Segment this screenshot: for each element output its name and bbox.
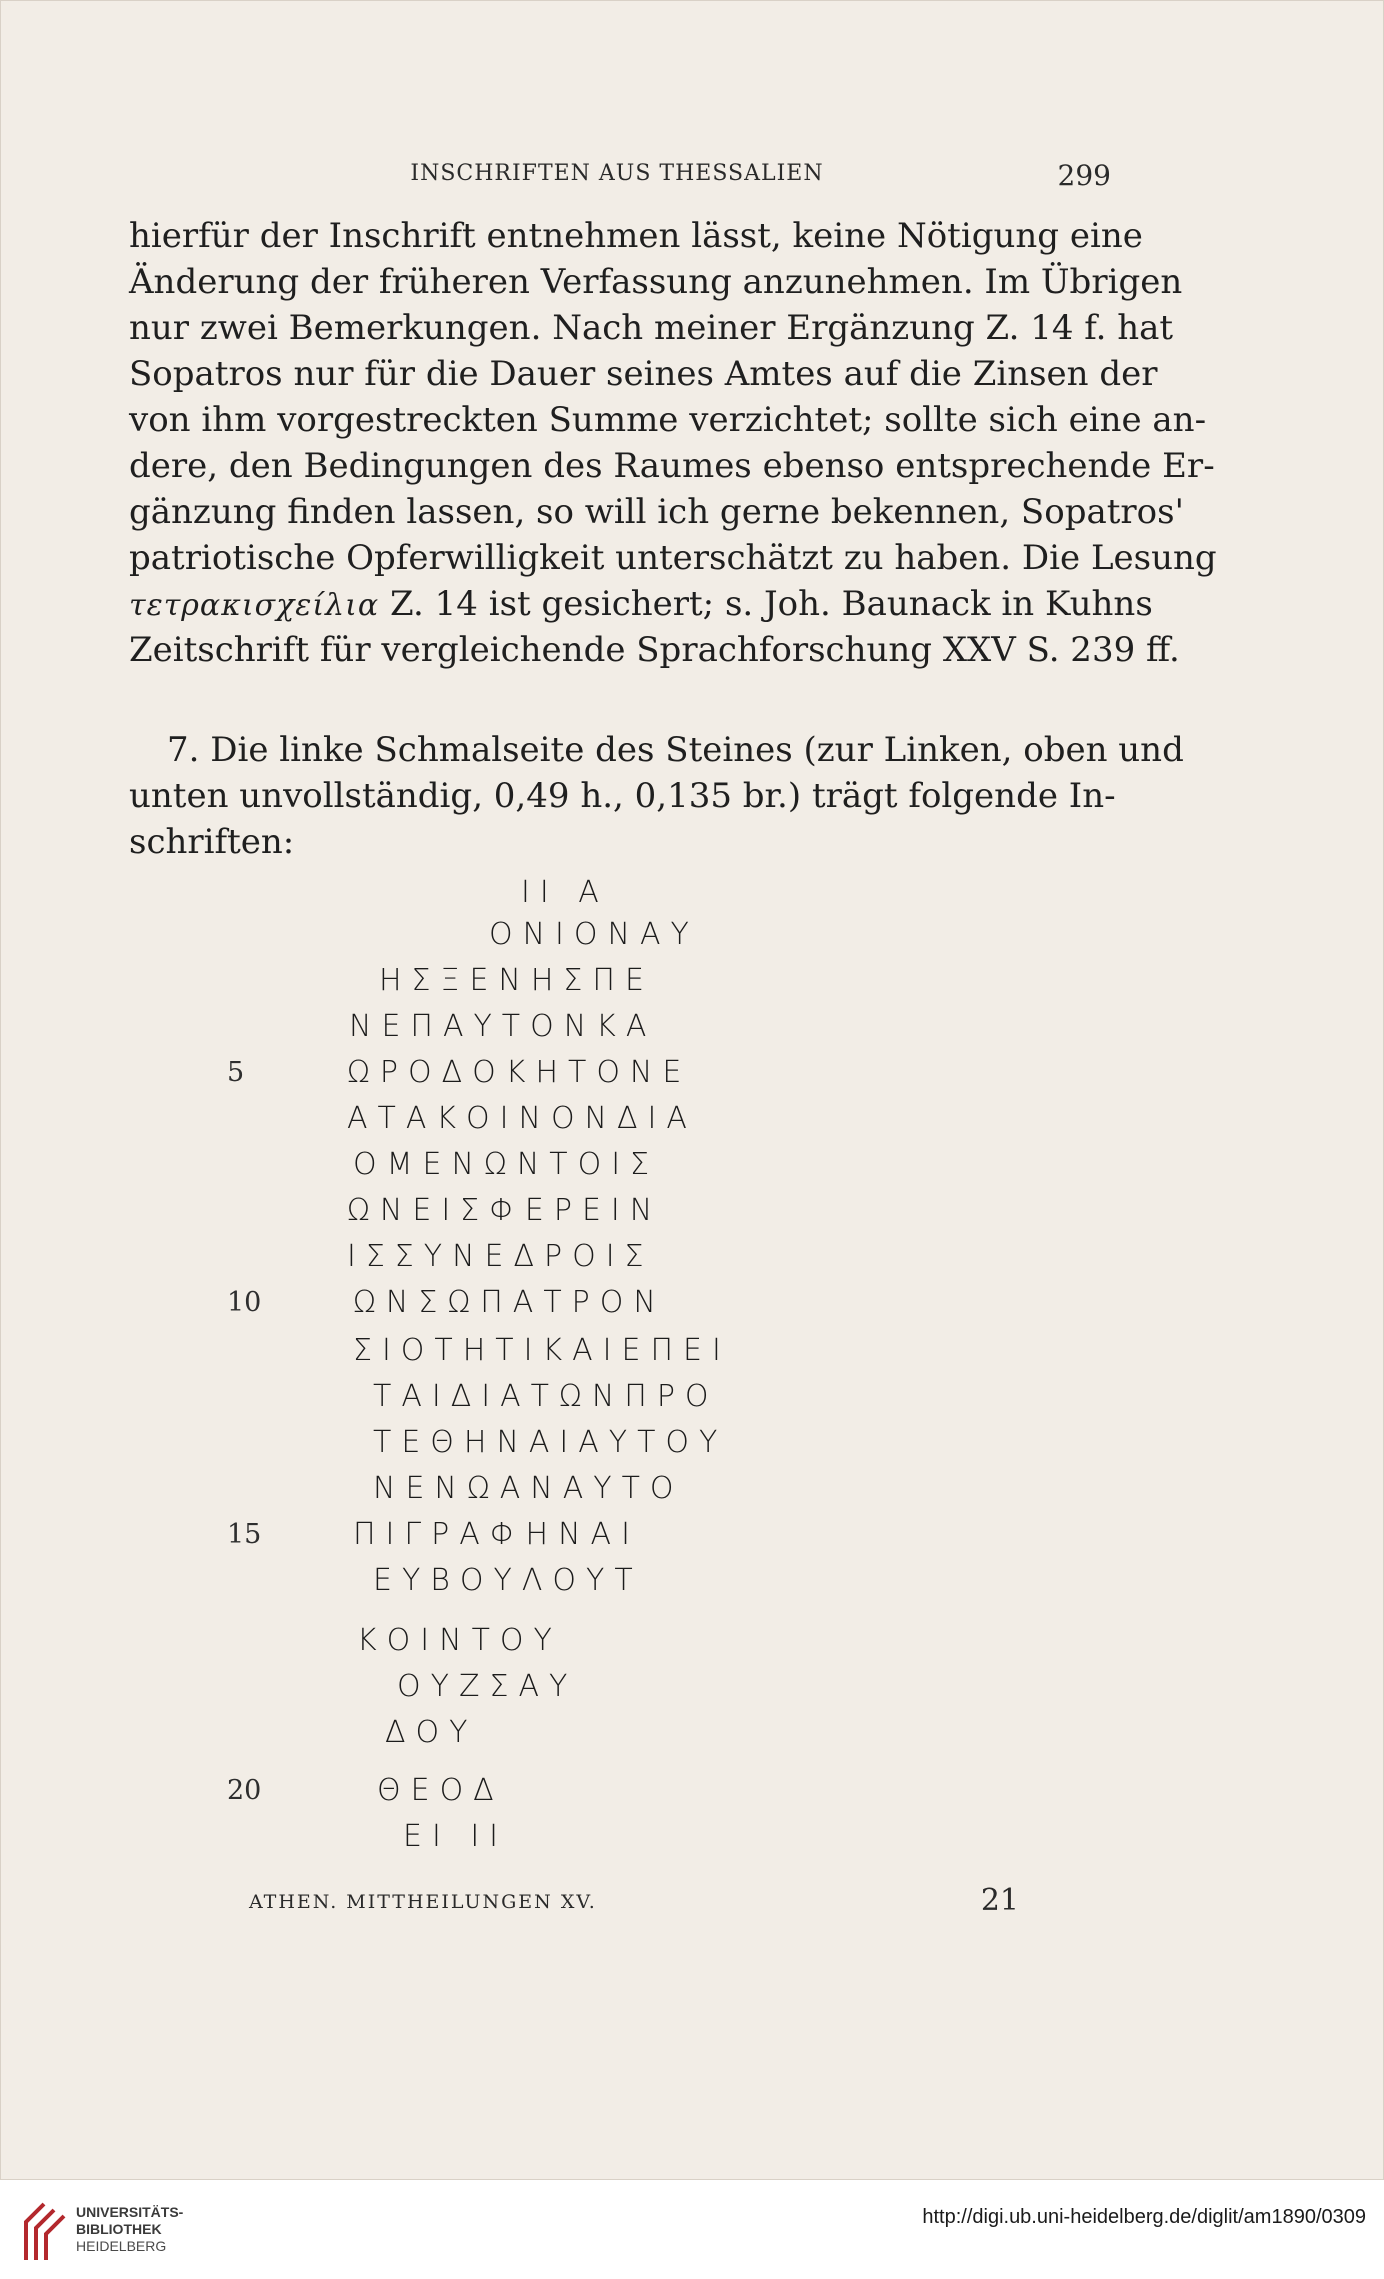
inscription-text: ΤΑΙΔΙΑΤΩΝΠΡΟ — [373, 1379, 719, 1414]
inscription-line — [1, 1049, 1384, 1097]
inscription-text: ΚΟΙΝΤΟΥ — [357, 1623, 562, 1658]
inscription-line — [1, 1373, 1384, 1421]
inscription-text: ΩΝΕΙΣΦΕΡΕΙΝ — [347, 1193, 663, 1228]
inscription-text: ΝΕΠΑΥΤΟΝΚΑ — [349, 1009, 657, 1044]
inscription-text: ΙΙ Α — [521, 875, 609, 910]
library-logo-icon — [14, 2200, 70, 2264]
text-line-rest: Z. 14 ist gesichert; s. Joh. Baunack in Kuhns — [379, 584, 1153, 624]
inscription-line — [1, 1003, 1384, 1051]
library-name-line: HEIDELBERG — [76, 2238, 167, 2254]
inscription-text: ΣΙΟΤΗΤΙΚΑΙΕΠΕΙ — [353, 1333, 731, 1368]
text-line: von ihm vorgestreckten Summe verzichtet; sollte sich eine an- — [129, 400, 1207, 440]
inscription-text: ΑΤΑΚΟΙΝΟΝΔΙΑ — [347, 1101, 697, 1136]
inscription-line — [1, 911, 1384, 959]
text-line: patriotische Opferwilligkeit unterschätzt zu haben. Die Lesung — [129, 538, 1217, 578]
inscription-text: ΩΡΟΔΟΚΗΤΟΝΕ — [347, 1055, 692, 1090]
text-line: Sopatros nur für die Dauer seines Amtes auf die Zinsen der — [129, 354, 1158, 394]
inscription-text: ΗΣΞΕΝΗΣΠΕ — [379, 963, 654, 998]
text-line: unten unvollständig, 0,49 h., 0,135 br.) trägt folgende In- — [129, 776, 1116, 816]
line-number: 5 — [227, 1057, 245, 1088]
inscription-line — [1, 1279, 1384, 1327]
line-number: 10 — [227, 1287, 262, 1318]
inscription-line — [1, 1233, 1384, 1281]
inscription-line — [1, 1813, 1384, 1861]
inscription-line — [1, 1095, 1384, 1143]
footer-journal-title: ATHEN. MITTHEILUNGEN XV. — [249, 1891, 597, 1913]
inscription-text: ΕΙ ΙΙ — [403, 1819, 509, 1854]
text-line: dere, den Bedingungen des Raumes ebenso entsprechende Er- — [129, 446, 1215, 486]
inscription-line — [1, 1141, 1384, 1189]
text-line: nur zwei Bemerkungen. Nach meiner Ergänzung Z. 14 f. hat — [129, 308, 1174, 348]
library-bar — [0, 2180, 1384, 2279]
library-name — [76, 2204, 183, 2255]
source-url-link[interactable]: http://digi.ub.uni-heidelberg.de/diglit/am1890/0309 — [922, 2206, 1366, 2228]
inscription-text: ΤΕΘΗΝΑΙΑΥΤΟΥ — [373, 1425, 728, 1460]
text-line: Zeitschrift für vergleichende Sprachforschung XXV S. 239 ff. — [129, 630, 1180, 670]
text-line: hierfür der Inschrift entnehmen lässt, keine Nötigung eine — [129, 216, 1143, 256]
inscription-line — [1, 1419, 1384, 1467]
inscription-line — [1, 1709, 1384, 1757]
inscription-text: ΔΟΥ — [385, 1715, 478, 1750]
text-line: schriften: — [129, 822, 295, 862]
inscription-text: ΠΙΓΡΑΦΗΝΑΙ — [353, 1517, 640, 1552]
inscription-text: ΙΣΣΥΝΕΔΡΟΙΣ — [347, 1239, 654, 1274]
inscription-line — [1, 1557, 1384, 1605]
line-number: 20 — [227, 1775, 262, 1806]
inscription-line — [1, 1617, 1384, 1665]
inscription-line — [1, 1663, 1384, 1711]
line-number: 15 — [227, 1519, 262, 1550]
text-line: gänzung finden lassen, so will ich gerne bekennen, Sopatros' — [129, 492, 1184, 532]
page-number: 299 — [1057, 159, 1111, 192]
inscription-text: ΟΥΖΣΑΥ — [397, 1669, 578, 1704]
inscription-line — [1, 1511, 1384, 1559]
running-head — [129, 159, 1111, 197]
inscription-line — [1, 869, 1384, 917]
text-line: 7. Die linke Schmalseite des Steines (zur Linken, oben und — [167, 730, 1184, 770]
inscription-line — [1, 1767, 1384, 1815]
inscription-line — [1, 1187, 1384, 1235]
library-name-line: BIBLIOTHEK — [76, 2221, 162, 2237]
inscription-text: ΟΝΙΟΝΑΥ — [489, 917, 699, 952]
inscription-text: ΝΕΝΩΑΝΑΥΤΟ — [373, 1471, 684, 1506]
inscription-text: ΕΥΒΟΥΛΟΥΤ — [373, 1563, 643, 1598]
paragraph-continuation — [129, 213, 1217, 673]
paragraph-section-7 — [129, 727, 1184, 865]
inscription-line — [1, 957, 1384, 1005]
inscription-text: ΟΜΕΝΩΝΤΟΙΣ — [353, 1147, 660, 1182]
inscription-line — [1, 1327, 1384, 1375]
page-footer — [249, 1883, 1019, 1923]
inscription-line — [1, 1465, 1384, 1513]
text-line: Änderung der früheren Verfassung anzunehmen. Im Übrigen — [129, 262, 1183, 302]
running-title: INSCHRIFTEN AUS THESSALIEN — [410, 161, 824, 186]
inscription-text: ΩΝΣΩΠΑΤΡΟΝ — [353, 1285, 666, 1320]
text-line-with-greek — [129, 581, 1153, 627]
signature-mark: 21 — [980, 1883, 1019, 1918]
library-name-line: UNIVERSITÄTS- — [76, 2204, 184, 2220]
inscription-text: ΘΕΟΔ — [377, 1773, 504, 1808]
greek-word: τετρακισχείλια — [129, 588, 380, 623]
